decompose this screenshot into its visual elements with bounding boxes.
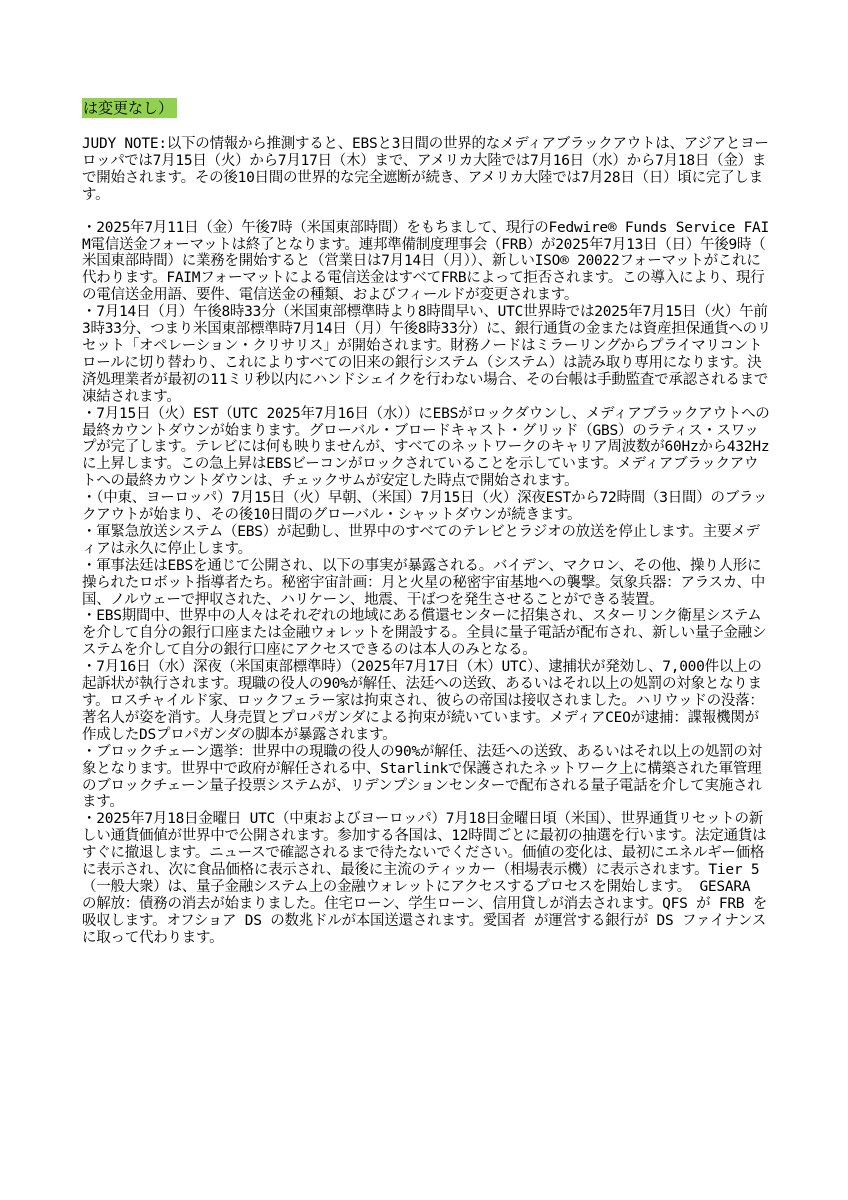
bullet-arrest-warrants: ・7月16日（水）深夜（米国東部標準時）（2025年7月17日（木）UTC）、逮捕状が発効し、7,000件以上の起訴状が執行されます。現職の役人の90%が解任、法廷への送致、あるいはそれ以上の処罰の対象となります。ロスチャイルド家、ロックフェラー家は拘束され、彼らの帝国は接収されました。ハリウッドの没落：著名人が姿を消す。人身売買とプロパガンダによる拘束が続いています。メディアCEOが逮捕：諜報機関が作成したDSプロパガンダの脚本が暴露されます。 (82, 659, 764, 743)
bullet-blackout-start: ・（中東、ヨーロッパ）7月15日（火）早朝、（米国）7月15日（火）深夜ESTから72時間（3日間）のブラックアウトが始まり、その後10日間のグローバル・シャットダウンが続きます。 (82, 490, 768, 524)
bullet-emergency-broadcast: ・軍緊急放送システム（EBS）が起動し、世界中のすべてのテレビとラジオの放送を停止します。主要メディアは永久に停止します。 (82, 523, 760, 557)
bullet-fedwire-format-change: ・2025年7月11日（金）午後7時（米国東部時間）をもちまして、現行のFedwire® Funds Service FAIM電信送金フォーマットは終了となります。連邦準備制度理事会（FRB）が2025年7月13日（日）午後9時（米国東部時間）に業務を開始すると（営業日は7月14日（月））、新しいISO® 20022フォーマットがこれに代わります。FAIMフォーマットによる電信送金はすべてFRBによって拒否されます。この導入により、現行の電信送金用語、要件、電信送金の種類、およびフィールドが変更されます。 (82, 219, 770, 304)
judy-note-paragraph: JUDY NOTE:以下の情報から推測すると、EBSと3日間の世界的なメディアブラックアウトは、アジアとヨーロッパでは7月15日（火）から7月17日（木）まで、アメリカ大陸では7月16日（水）から7月18日（金）まで開始されます。その後10日間の世界的な完全遮断が続き、アメリカ大陸では7月28日（日）頃に完了します。 (82, 136, 769, 203)
document-page (82, 98, 772, 947)
bullet-operation-chrysalis: ・7月14日（月）午後8時33分（米国東部標準時より8時間早い、UTC世界時では2025年7月15日（火）午前3時33分、つまり米国東部標準時7月14日（月）午後8時33分）に、銀行通貨の金または資産担保通貨へのリセット「オペレーション・クリサリス」が開始されます。財務ノードはミラーリングからプライマリコントロールに切り替わり、これによりすべての旧来の銀行システム（システム）は読み取り専用になります。決済処理業者が最初の11ミリ秒以内にハンドシェイクを行わない場合、その台帳は手動監査で承認されるまで凍結されます。 (82, 304, 772, 405)
bullet-currency-reset: ・2025年7月18日金曜日 UTC（中東およびヨーロッパ）7月18日金曜日頃（米国）、世界通貨リセットの新しい通貨価値が世界中で公開されます。参加する各国は、12時間ごとに最初の抽選を行います。法定通貨はすぐに撤退します。ニュースで確認されるまで待たないでください。価値の変化は、最初にエネルギー価格に表示され、次に食品価格に表示され、最後に主流のティッカー（相場表示機）に表示されます。Tier 5（一般大衆）は、量子金融システム上の金融ウォレットにアクセスするプロセスを開始します。 GESARA の解放：債務の消去が始まりました。住宅ローン、学生ローン、信用貸しが消去されます。QFS が FRB を吸収します。オフショア DS の数兆ドルが本国送還されます。愛国者 が運営する銀行が DS ファイナンスに取って代わります。 (82, 811, 768, 946)
bullet-ebs-lockdown: ・7月15日（火）EST（UTC 2025年7月16日（水））にEBSがロックダウンし、メディアブラックアウトへの最終カウントダウンが始まります。グローバル・ブロードキャスト・グリッド（GBS）のラティス・スワップが完了します。テレビには何も映りませんが、すべてのネットワークのキャリア周波数が60Hzから432Hzに上昇します。この急上昇はEBSビーコンがロックされていることを示しています。メディアブラックアウトへの最終カウントダウンは、チェックサムが安定した時点で開始されます。 (82, 405, 770, 490)
highlighted-heading: は変更なし） (82, 98, 177, 118)
bullet-redemption-centers: ・EBS期間中、世界中の人々はそれぞれの地域にある償還センターに招集され、スターリンク衛星システムを介して自分の銀行口座または金融ウォレットを開設する。全員に量子電話が配布され、新しい量子金融システムを介して自分の銀行口座にアクセスできるのは本人のみとなる。 (82, 608, 767, 659)
spacer (82, 118, 772, 136)
bullet-military-tribunals: ・軍事法廷はEBSを通じて公開され、以下の事実が暴露される。バイデン、マクロン、その他、操り人形に操られたロボット指導者たち。秘密宇宙計画：月と火星の秘密宇宙基地への襲撃。気象兵器：アラスカ、中国、ノルウェーで押収された、ハリケーン、地震、干ばつを発生させることができる装置。 (82, 557, 765, 608)
bullet-blockchain-election: ・ブロックチェーン選挙：世界中の現職の役人の90%が解任、法廷への送致、あるいはそれ以上の処罰の対象となります。世界中で政府が解任される中、Starlinkで保護されたネットワーク上に構築された軍管理のブロックチェーン量子投票システムが、リデンプションセンターで配布される量子電話を介して実施されます。 (82, 743, 762, 811)
